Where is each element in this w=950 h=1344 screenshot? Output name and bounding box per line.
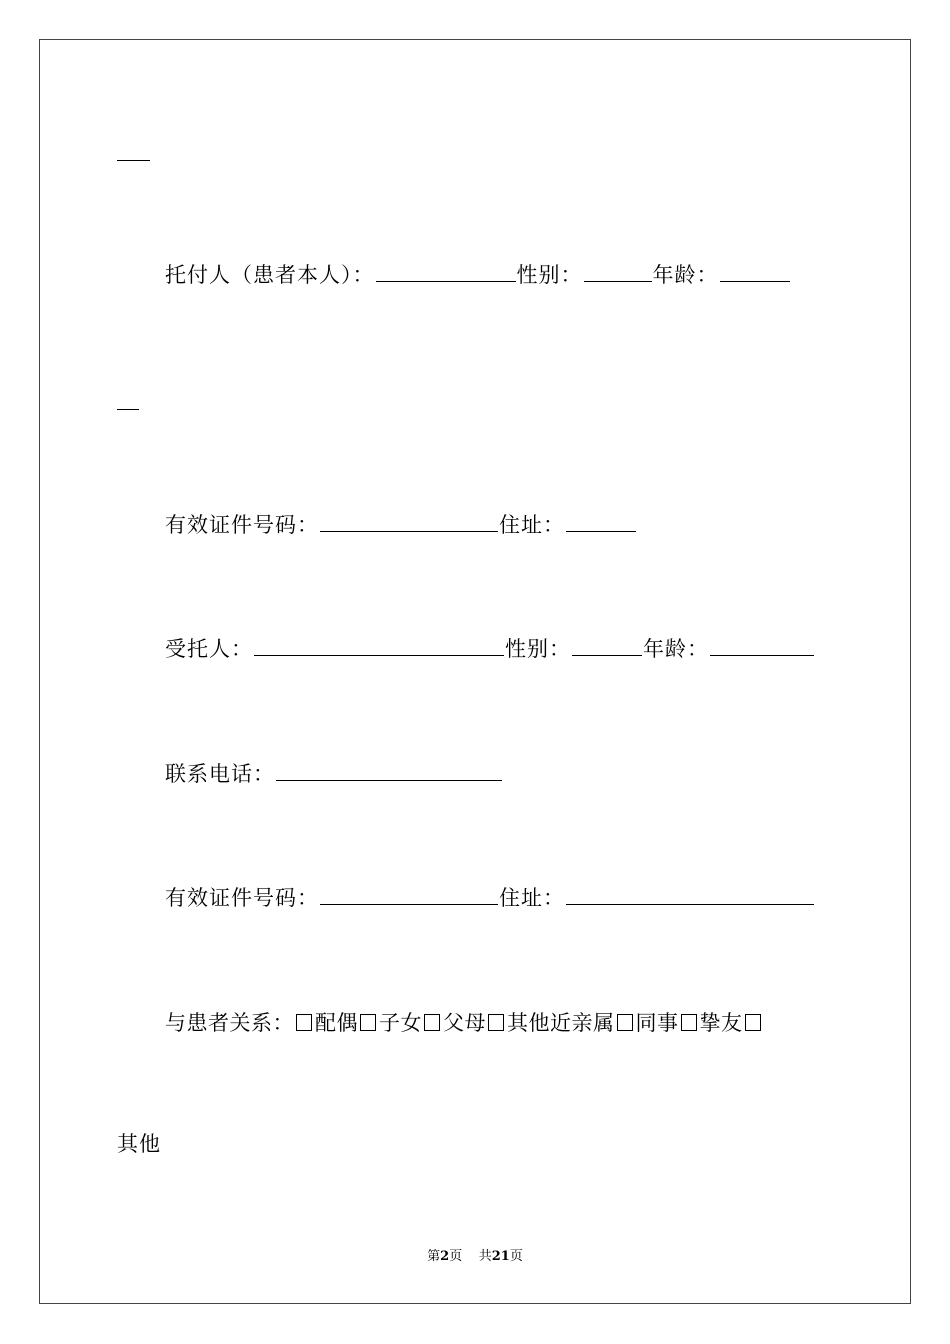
client-id-field[interactable] xyxy=(320,513,498,532)
client-age-field[interactable] xyxy=(720,263,790,282)
agent-gender-label: 性别： xyxy=(505,637,571,661)
agent-id-label: 有效证件号码： xyxy=(165,886,319,910)
relation-other-line xyxy=(117,1131,161,1157)
relation-checkbox-other[interactable] xyxy=(745,1014,761,1031)
relation-checkbox-other-relatives[interactable] xyxy=(488,1014,504,1031)
agent-phone-line xyxy=(165,761,503,787)
footer-prefix: 第 xyxy=(427,1249,441,1264)
agent-id-line xyxy=(165,885,815,911)
client-address-field[interactable] xyxy=(566,513,636,532)
client-id-label: 有效证件号码： xyxy=(165,513,319,537)
agent-gender-field[interactable] xyxy=(572,637,642,656)
footer-total-unit: 页 xyxy=(509,1249,523,1264)
relation-option-other: 其他 xyxy=(117,1132,161,1156)
agent-address-field[interactable] xyxy=(566,886,814,905)
relation-option-spouse: 配偶 xyxy=(315,1011,358,1035)
relation-option-other-relatives: 其他近亲属 xyxy=(507,1011,615,1035)
relation-checkbox-spouse[interactable] xyxy=(296,1014,312,1031)
client-address-label: 住址： xyxy=(499,513,565,537)
agent-label: 受托人： xyxy=(165,637,253,661)
relation-checkbox-children[interactable] xyxy=(360,1014,376,1031)
client-name-field[interactable] xyxy=(376,263,516,282)
client-line xyxy=(165,262,791,288)
page-footer xyxy=(0,1248,950,1266)
client-gender-field[interactable] xyxy=(584,263,652,282)
client-age-label: 年龄： xyxy=(652,263,719,287)
footer-page-number: 2 xyxy=(440,1249,450,1264)
relation-checkbox-close-friend[interactable] xyxy=(681,1014,697,1031)
client-id-line xyxy=(165,512,637,538)
relation-checkbox-parents[interactable] xyxy=(424,1014,440,1031)
agent-age-label: 年龄： xyxy=(643,637,709,661)
page-border xyxy=(39,39,911,1304)
agent-phone-field[interactable] xyxy=(276,762,502,781)
agent-name-field[interactable] xyxy=(254,637,504,656)
relation-line xyxy=(165,1010,764,1036)
relation-option-close-friend: 挚友 xyxy=(699,1011,743,1035)
client-gender-label: 性别： xyxy=(516,263,583,287)
agent-id-field[interactable] xyxy=(320,886,498,905)
relation-option-parents: 父母 xyxy=(443,1011,486,1035)
relation-option-children: 子女 xyxy=(379,1011,422,1035)
footer-page-unit: 页 xyxy=(449,1249,463,1264)
continuation-underline-top xyxy=(117,160,150,161)
footer-total-pages: 21 xyxy=(491,1249,510,1264)
agent-address-label: 住址： xyxy=(499,886,565,910)
client-label: 托付人（患者本人）： xyxy=(165,263,375,287)
agent-line xyxy=(165,636,815,662)
relation-option-colleague: 同事 xyxy=(635,1011,679,1035)
relation-label: 与患者关系： xyxy=(165,1011,294,1035)
continuation-underline-client xyxy=(117,409,139,410)
agent-age-field[interactable] xyxy=(710,637,814,656)
agent-phone-label: 联系电话： xyxy=(165,762,275,786)
relation-checkbox-colleague[interactable] xyxy=(617,1014,633,1031)
footer-total-prefix: 共 xyxy=(478,1249,492,1264)
